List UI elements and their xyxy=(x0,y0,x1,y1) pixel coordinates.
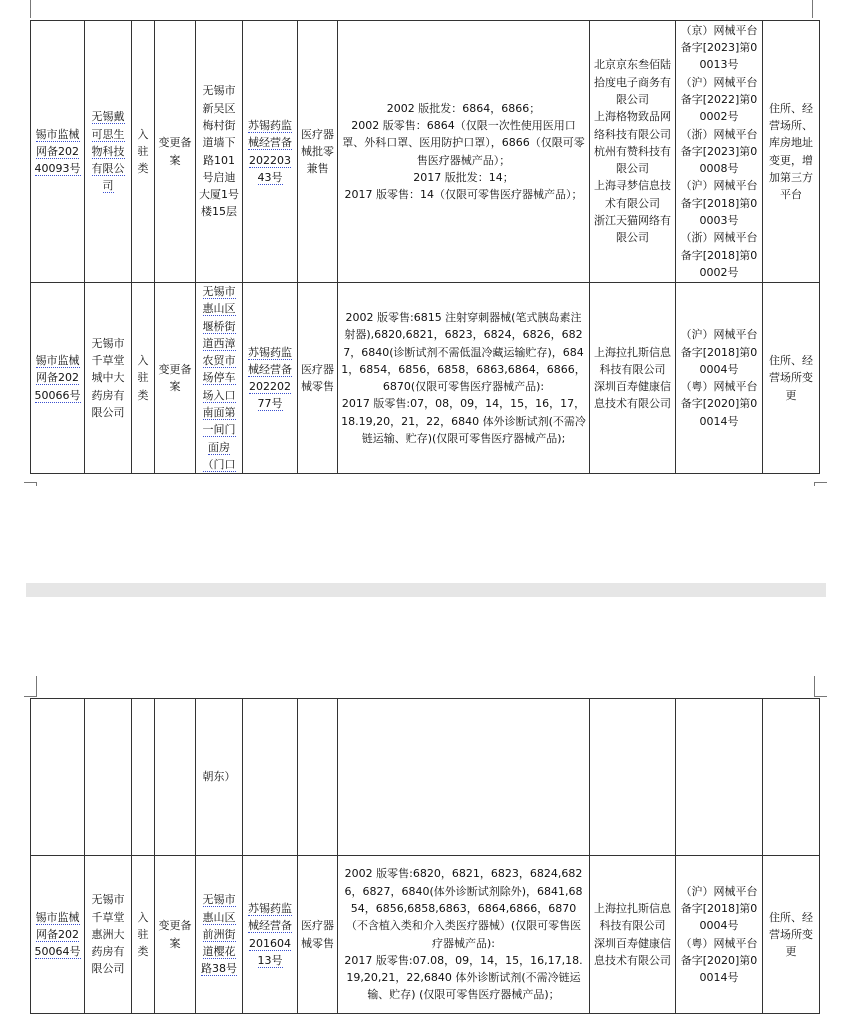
address-cell: 无锡市惠山区前洲街道樱花路38号 xyxy=(196,856,243,1014)
cell-line: 上海格物致品网络科技有限公司 xyxy=(594,110,671,141)
table-row xyxy=(31,856,820,1014)
crop-mark-top-left xyxy=(30,0,37,18)
cell-line: 上海拉扎斯信息科技有限公司 xyxy=(594,345,671,376)
table-row xyxy=(31,21,820,283)
cell-line: （浙）网械平台备字[2018]第00002号 xyxy=(680,231,758,279)
action-cell: 变更备案 xyxy=(155,283,196,474)
cell-line: 2017 版批发：14； xyxy=(413,170,514,184)
address-cell: 无锡市新吴区梅村街道墙下路101号启迪大厦1号楼15层 xyxy=(196,21,243,283)
company-cell: 无锡市千草堂惠洲大药房有限公司 xyxy=(85,856,132,1014)
platform-cell xyxy=(590,21,676,283)
scope-cell xyxy=(338,283,590,474)
empty-cell xyxy=(31,699,85,856)
empty-cell xyxy=(338,699,590,856)
company-cell: 无锡市千草堂城中大药房有限公司 xyxy=(85,283,132,474)
action-cell: 变更备案 xyxy=(155,856,196,1014)
filing-cell xyxy=(676,856,763,1014)
scope-cell xyxy=(338,856,590,1014)
license-cell: 苏锡药监械经营备20160413号 xyxy=(243,856,298,1014)
cell-line: （沪）网械平台备字[2022]第00002号 xyxy=(680,75,758,124)
scope-cell xyxy=(338,21,590,283)
platform-cell xyxy=(590,856,676,1014)
empty-cell xyxy=(155,699,196,856)
cell-line: （沪）网械平台备字[2018]第00003号 xyxy=(680,179,758,228)
document-page-top xyxy=(0,0,854,486)
cell-line: （沪）网械平台备字[2018]第00004号 xyxy=(680,884,758,933)
cell-line: 杭州有赞科技有限公司 xyxy=(594,144,671,176)
mode-cell: 医疗器械零售 xyxy=(298,283,338,474)
cell-line: 浙江天猫网络有限公司 xyxy=(594,214,671,245)
cell-line: 2002 版零售:6820，6821，6823，6824,6826，6827，6840(体外诊断试剂除外)，6841,6854，6856,6858,6863，6864,6866，6870（不含植入类和介入类医疗器械）(仅限可零售医疗器械产品): xyxy=(344,867,583,950)
cell-line: 2017 版零售:07，08，09，14，15，16，17，18.19,20，21，22，6840 体外诊断试剂(不需冷链运输、贮存)(仅限可零售医疗器械产品); xyxy=(341,397,586,446)
empty-cell xyxy=(132,699,155,856)
cell-line: （粤）网械平台备字[2020]第00014号 xyxy=(680,380,758,428)
cell-line: 深圳百寿健康信息技术有限公司 xyxy=(594,936,671,967)
record-number-cell: 锡市监械网备20250064号 xyxy=(31,856,85,1014)
cell-line: 2002 版批发：6864，6866； xyxy=(386,101,541,115)
empty-cell xyxy=(298,699,338,856)
remark-cell: 住所、经营场所变更 xyxy=(763,856,820,1014)
record-table-bottom xyxy=(30,698,820,1014)
license-cell: 苏锡药监械经营备20220277号 xyxy=(243,283,298,474)
mode-cell: 医疗器械批零兼售 xyxy=(298,21,338,283)
cell-line: 上海拉扎斯信息科技有限公司 xyxy=(594,901,671,933)
cell-line: （京）网械平台备字[2023]第00013号 xyxy=(680,23,758,72)
cell-line: 深圳百寿健康信息技术有限公司 xyxy=(594,380,671,411)
filing-cell xyxy=(676,283,763,474)
cell-line: 2002 版零售:6815 注射穿刺器械(笔式胰岛素注射器),6820,6821，6823，6824，6826，6827，6840(诊断试剂不需低温冷藏运输贮存)，6841，6854，6856，6858，6863,6864，6866，6870(仅限可零售医疗器械产品): xyxy=(341,310,586,394)
cell-line: （浙）网械平台备字[2023]第00008号 xyxy=(680,127,758,176)
cell-line: 2002 版零售：6864（仅限一次性使用医用口罩、外科口罩、医用防护口罩），6866（仅限可零售医疗器械产品）； xyxy=(342,118,585,167)
empty-cell xyxy=(590,699,676,856)
cell-line: 2017 版零售：14（仅限可零售医疗器械产品）； xyxy=(344,188,583,202)
record-number-cell: 锡市监械网备20240093号 xyxy=(31,21,85,283)
cell-line: 2017 版零售:07.08，09，14，15，16,17,18.19,20,21，22,6840 体外诊断试剂(不需冷链运输、贮存) (仅限可零售医疗器械产品)； xyxy=(344,953,583,1002)
crop-mark-top-right xyxy=(812,0,819,18)
table-row xyxy=(31,283,820,474)
address-continued-cell: 朝东） xyxy=(196,699,243,856)
license-cell: 苏锡药监械经营备20220343号 xyxy=(243,21,298,283)
cell-line: 北京京东叁佰陆拾度电子商务有限公司 xyxy=(594,58,671,106)
remark-cell: 住所、经营场所、库房地址变更，增加第三方平台 xyxy=(763,21,820,283)
cell-line: （沪）网械平台备字[2018]第00004号 xyxy=(680,328,758,376)
cell-line: （粤）网械平台备字[2020]第00014号 xyxy=(680,936,758,985)
filing-cell xyxy=(676,21,763,283)
document-page-bottom xyxy=(0,676,854,1017)
address-cell: 无锡市惠山区堰桥街道西漳农贸市场停车场入口南面第一间门面房（门口 xyxy=(196,283,243,474)
record-table-top xyxy=(30,20,820,474)
remark-cell: 住所、经营场所变更 xyxy=(763,283,820,474)
empty-cell xyxy=(763,699,820,856)
record-number-cell: 锡市监械网备20250066号 xyxy=(31,283,85,474)
crop-mark-top-left xyxy=(24,676,37,697)
empty-cell xyxy=(676,699,763,856)
mode-cell: 医疗器械零售 xyxy=(298,856,338,1014)
cell-line: 上海寻梦信息技术有限公司 xyxy=(594,179,671,210)
table-row-continued xyxy=(31,699,820,856)
type-cell: 入驻类 xyxy=(132,856,155,1014)
type-cell: 入驻类 xyxy=(132,21,155,283)
action-cell: 变更备案 xyxy=(155,21,196,283)
type-cell: 入驻类 xyxy=(132,283,155,474)
crop-mark-top-right xyxy=(814,676,827,697)
empty-cell xyxy=(85,699,132,856)
page-separator xyxy=(26,583,826,597)
company-cell: 无锡戴可思生物科技有限公司 xyxy=(85,21,132,283)
platform-cell xyxy=(590,283,676,474)
empty-cell xyxy=(243,699,298,856)
